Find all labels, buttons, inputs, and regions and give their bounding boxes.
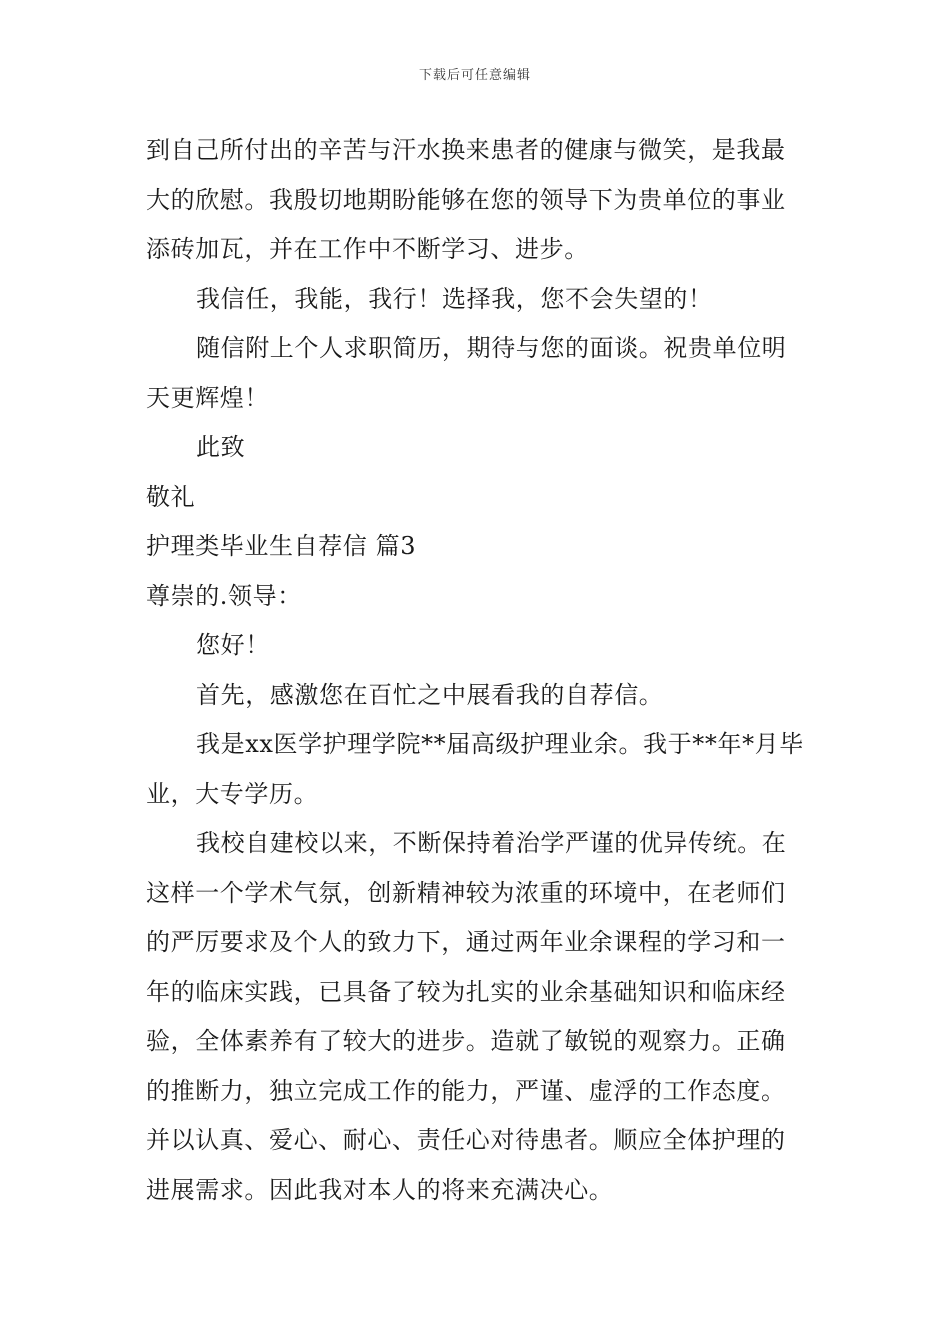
header-note: 下载后可任意编辑 bbox=[418, 68, 531, 83]
document-body bbox=[146, 126, 810, 1215]
paragraph-confidence: 我信任，我能，我行！选择我，您不会失望的！ bbox=[196, 284, 713, 313]
salutation-jingli: 敬礼 bbox=[146, 482, 196, 511]
paragraph-thanks: 首先，感激您在百忙之中展看我的自荐信。 bbox=[196, 680, 664, 709]
paragraph-school-background: 我校自建校以来，不断保持着治学严谨的优异传统。在这样一个学术气氛，创新精神较为浓重的环境中，在老师们的严厉要求及个人的致力下，通过两年业余课程的学习和一年的临床实践，已具备了较为扎实的业余基础知识和临床经验，全体素养有了较大的进步。造就了敏锐的观察力。正确的推断力，独立完成工作的能力，严谨、虚浮的工作态度。并以认真、爱心、耐心、责任心对待患者。顺应全体护理的进展需求。因此我对本人的将来充满决心。 bbox=[146, 829, 787, 1204]
paragraph-closing-continuation: 到自己所付出的辛苦与汗水换来患者的健康与微笑，是我最大的欣慰。我殷切地期盼能够在您的领导下为贵单位的事业添砖加瓦，并在工作中不断学习、进步。 bbox=[146, 136, 786, 263]
section-title: 护理类毕业生自荐信 篇3 bbox=[146, 532, 417, 560]
greeting-line: 您好！ bbox=[196, 631, 270, 659]
recipient-line: 尊崇的.领导： bbox=[146, 581, 302, 610]
paragraph-introduction: 我是xx医学护理学院**届高级护理业余。我于**年*月毕业，大专学历。 bbox=[146, 730, 804, 808]
paragraph-resume-attached: 随信附上个人求职简历，期待与您的面谈。祝贵单位明天更辉煌！ bbox=[146, 334, 787, 412]
salutation-cizhi: 此致 bbox=[196, 433, 246, 461]
